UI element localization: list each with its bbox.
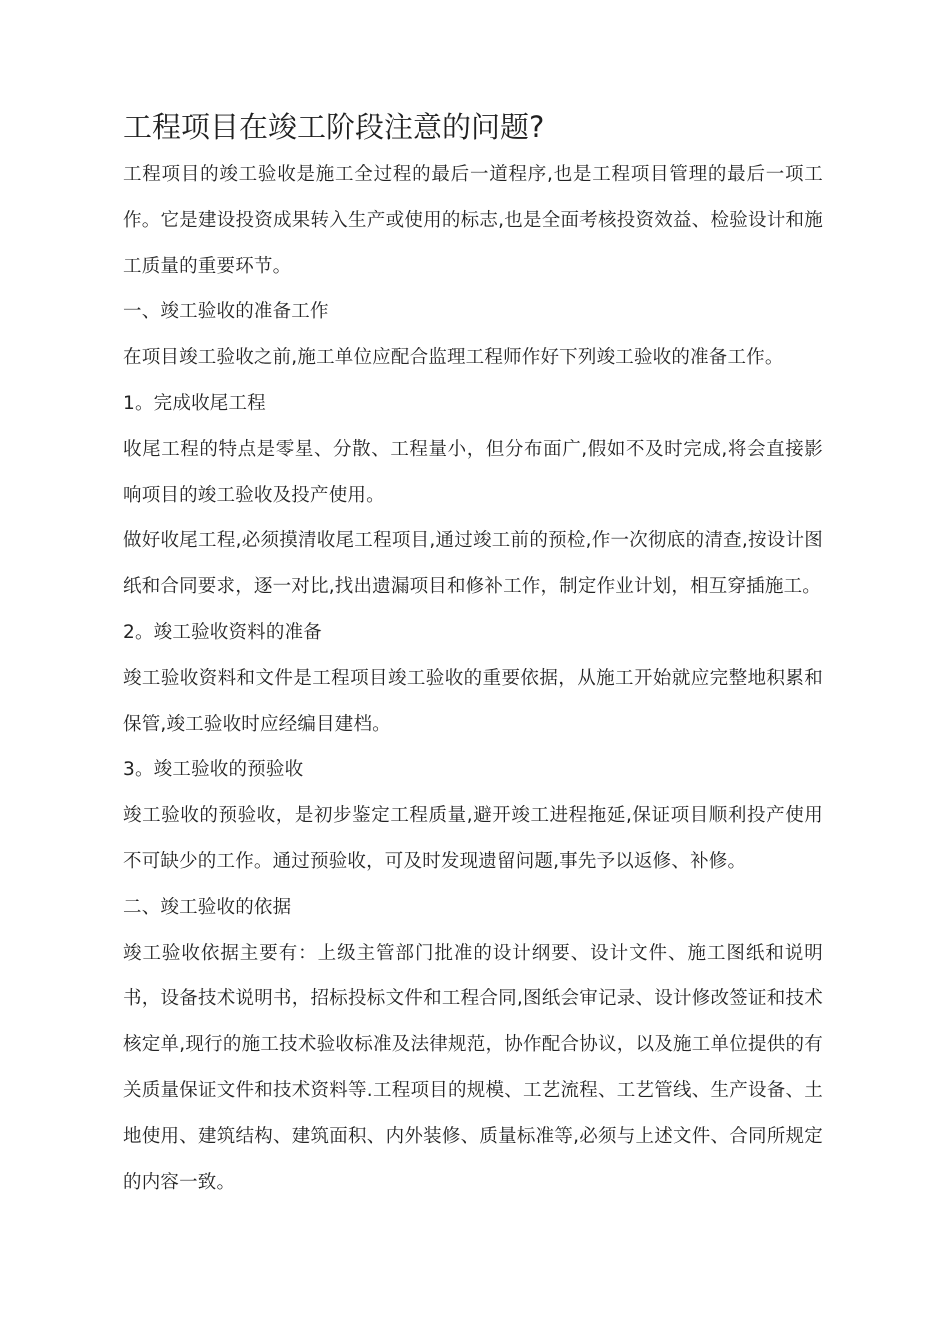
document-page bbox=[123, 102, 823, 1205]
paragraph-pre-acceptance: 竣工验收的预验收，是初步鉴定工程质量,避开竣工进程拖延,保证项目顺利投产使用不可缺少的工作。通过预验收，可及时发现遗留问题,事先予以返修、补修。 bbox=[123, 805, 823, 872]
paragraph-basis: 竣工验收依据主要有：上级主管部门批准的设计纲要、设计文件、施工图纸和说明书，设备技术说明书，招标投标文件和工程合同,图纸会审记录、设计修改签证和技术核定单,现行的施工技术验收标准及法律规范，协作配合协议，以及施工单位提供的有关质量保证文件和技术资料等.工程项目的规模、工艺流程、工艺管线、生产设备、土地使用、建筑结构、建筑面积、内外装修、质量标准等,必须与上述文件、合同所规定的内容一致。 bbox=[123, 942, 823, 1193]
paragraph-finishing-work-2: 做好收尾工程,必须摸清收尾工程项目,通过竣工前的预检,作一次彻底的清查,按设计图纸和合同要求，逐一对比,找出遗漏项目和修补工作，制定作业计划，相互穿插施工。 bbox=[123, 530, 823, 598]
paragraph-finishing-work-1: 收尾工程的特点是零星、分散、工程量小，但分布面广,假如不及时完成,将会直接影响项目的竣工验收及投产使用。 bbox=[123, 438, 823, 506]
document-title: 工程项目在竣工阶段注意的问题? bbox=[123, 110, 545, 144]
paragraph-documents: 竣工验收资料和文件是工程项目竣工验收的重要依据，从施工开始就应完整地积累和保管,竣工验收时应经编目建档。 bbox=[123, 667, 823, 735]
subheading-finishing-work: 1。完成收尾工程 bbox=[123, 392, 266, 414]
paragraph-intro: 工程项目的竣工验收是施工全过程的最后一道程序,也是工程项目管理的最后一项工作。它是建设投资成果转入生产或使用的标志,也是全面考核投资效益、检验设计和施工质量的重要环节。 bbox=[123, 164, 823, 277]
subheading-documents: 2。竣工验收资料的准备 bbox=[123, 621, 322, 643]
section-heading-preparation: 一、竣工验收的准备工作 bbox=[123, 301, 329, 323]
section-heading-basis: 二、竣工验收的依据 bbox=[123, 896, 292, 918]
paragraph-preparation: 在项目竣工验收之前,施工单位应配合监理工程师作好下列竣工验收的准备工作。 bbox=[123, 347, 784, 369]
subheading-pre-acceptance: 3。竣工验收的预验收 bbox=[123, 759, 304, 781]
